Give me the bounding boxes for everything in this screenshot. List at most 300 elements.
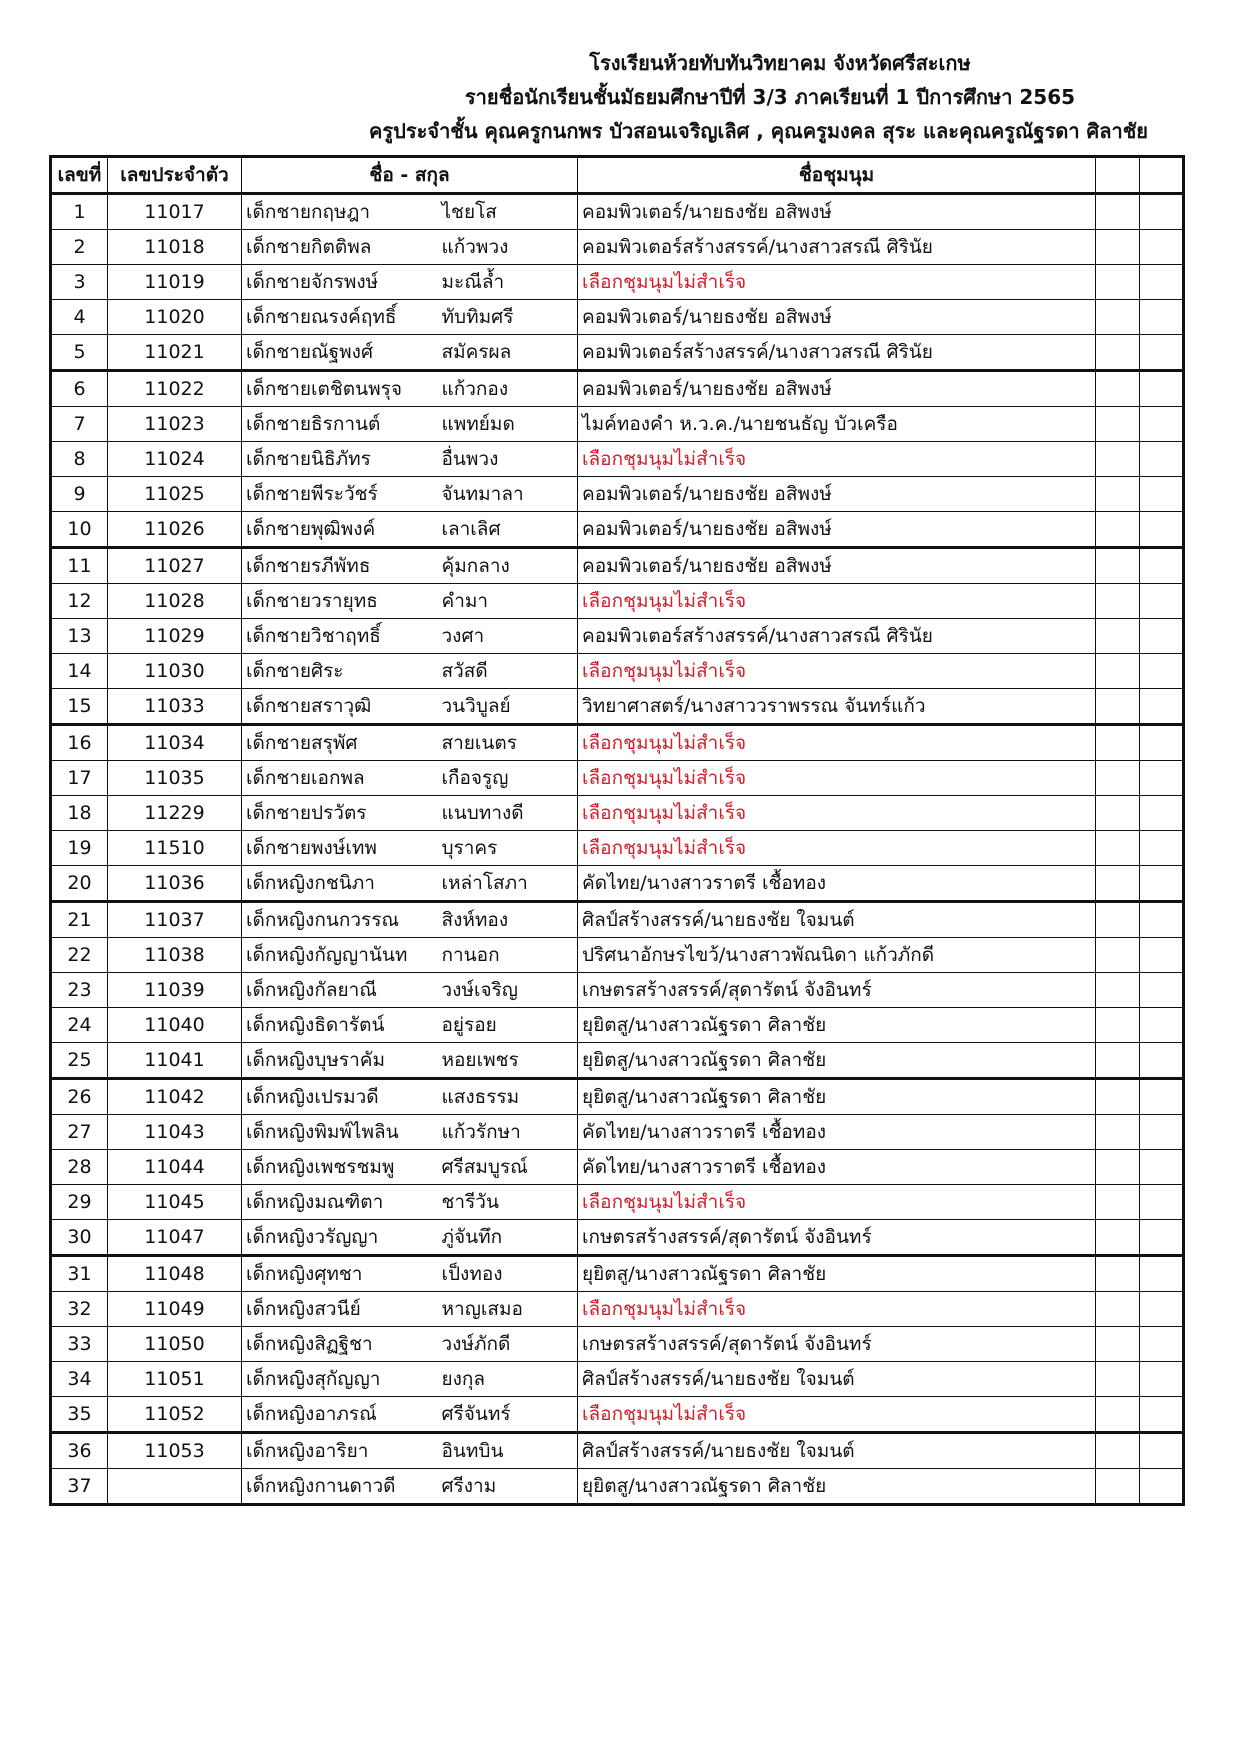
- table-row: [51, 1362, 1184, 1397]
- cell-last-name: วงษ์เจริญ: [438, 973, 578, 1008]
- cell-first-name: เด็กชายเตชิตนพรุจ: [242, 371, 438, 407]
- column-header-no: เลขที่: [51, 157, 108, 194]
- cell-first-name: เด็กหญิงมณฑิตา: [242, 1185, 438, 1220]
- cell-extra-2: [1140, 689, 1184, 725]
- cell-first-name: เด็กชายรภีพัทธ: [242, 548, 438, 584]
- cell-number: 5: [51, 335, 108, 371]
- cell-number: 18: [51, 796, 108, 831]
- cell-student-id: 11036: [108, 866, 242, 902]
- cell-club: ศิลป์สร้างสรรค์/นายธงชัย ใจมนต์: [578, 902, 1096, 938]
- cell-last-name: ภู่จันทึก: [438, 1220, 578, 1256]
- cell-extra-1: [1096, 761, 1140, 796]
- table-row: [51, 1043, 1184, 1079]
- cell-club-failed: เลือกชุมนุมไม่สำเร็จ: [578, 442, 1096, 477]
- cell-extra-2: [1140, 1327, 1184, 1362]
- cell-last-name: อยู่รอย: [438, 1008, 578, 1043]
- table-row: [51, 619, 1184, 654]
- teachers-line: ครูประจำชั้น คุณครูกนกพร บัวสอนเจริญเลิศ , คุณครูมงคล สุระ และคุณครูณัฐรดา ศิลาชัย: [369, 119, 1148, 143]
- cell-extra-2: [1140, 230, 1184, 265]
- table-row: [51, 973, 1184, 1008]
- cell-extra-1: [1096, 1115, 1140, 1150]
- cell-last-name: ชารีวัน: [438, 1185, 578, 1220]
- cell-number: 34: [51, 1362, 108, 1397]
- cell-last-name: หาญเสมอ: [438, 1292, 578, 1327]
- table-row: [51, 866, 1184, 902]
- cell-number: 33: [51, 1327, 108, 1362]
- cell-first-name: เด็กชายสราวุฒิ: [242, 689, 438, 725]
- cell-extra-2: [1140, 1115, 1184, 1150]
- cell-number: 15: [51, 689, 108, 725]
- cell-extra-1: [1096, 973, 1140, 1008]
- table-row: [51, 442, 1184, 477]
- cell-student-id: 11039: [108, 973, 242, 1008]
- school-title: โรงเรียนห้วยทับทันวิทยาคม จังหวัดศรีสะเกษ: [589, 51, 971, 75]
- cell-last-name: วงศา: [438, 619, 578, 654]
- cell-extra-1: [1096, 300, 1140, 335]
- cell-extra-1: [1096, 1220, 1140, 1256]
- cell-extra-2: [1140, 477, 1184, 512]
- cell-extra-1: [1096, 230, 1140, 265]
- column-header-student-id: เลขประจำตัว: [108, 157, 242, 194]
- cell-extra-1: [1096, 1043, 1140, 1079]
- cell-extra-1: [1096, 1185, 1140, 1220]
- cell-number: 24: [51, 1008, 108, 1043]
- cell-extra-2: [1140, 335, 1184, 371]
- cell-student-id: 11038: [108, 938, 242, 973]
- table-row: [51, 1008, 1184, 1043]
- cell-number: 23: [51, 973, 108, 1008]
- cell-last-name: วงษ์ภักดี: [438, 1327, 578, 1362]
- cell-last-name: ศรีงาม: [438, 1469, 578, 1505]
- cell-extra-2: [1140, 973, 1184, 1008]
- cell-extra-2: [1140, 1469, 1184, 1505]
- cell-student-id: 11048: [108, 1256, 242, 1292]
- table-row: [51, 654, 1184, 689]
- cell-extra-1: [1096, 1362, 1140, 1397]
- cell-number: 4: [51, 300, 108, 335]
- cell-number: 36: [51, 1433, 108, 1469]
- cell-first-name: เด็กหญิงกัลยาณี: [242, 973, 438, 1008]
- cell-number: 10: [51, 512, 108, 548]
- table-row: [51, 1292, 1184, 1327]
- cell-number: 22: [51, 938, 108, 973]
- cell-club-failed: เลือกชุมนุมไม่สำเร็จ: [578, 265, 1096, 300]
- cell-club: ไมค์ทองคำ ห.ว.ค./นายชนธัญ บัวเครือ: [578, 407, 1096, 442]
- cell-extra-2: [1140, 265, 1184, 300]
- table-body: [51, 194, 1184, 1505]
- cell-last-name: ทับทิมศรี: [438, 300, 578, 335]
- table-row: [51, 1256, 1184, 1292]
- cell-number: 19: [51, 831, 108, 866]
- cell-student-id: 11053: [108, 1433, 242, 1469]
- cell-student-id: 11022: [108, 371, 242, 407]
- cell-student-id: 11027: [108, 548, 242, 584]
- cell-number: 14: [51, 654, 108, 689]
- table-row: [51, 1079, 1184, 1115]
- cell-club: วิทยาศาสตร์/นางสาววราพรรณ จันทร์แก้ว: [578, 689, 1096, 725]
- cell-extra-2: [1140, 1220, 1184, 1256]
- cell-club: เกษตรสร้างสรรค์/สุดารัตน์ จังอินทร์: [578, 1220, 1096, 1256]
- cell-student-id: 11050: [108, 1327, 242, 1362]
- cell-last-name: เหล่าโสภา: [438, 866, 578, 902]
- cell-number: 2: [51, 230, 108, 265]
- cell-club: คัดไทย/นางสาวราตรี เชื้อทอง: [578, 1150, 1096, 1185]
- cell-student-id: 11041: [108, 1043, 242, 1079]
- cell-first-name: เด็กชายจักรพงษ์: [242, 265, 438, 300]
- cell-student-id: 11024: [108, 442, 242, 477]
- cell-club-failed: เลือกชุมนุมไม่สำเร็จ: [578, 654, 1096, 689]
- cell-extra-2: [1140, 300, 1184, 335]
- cell-first-name: เด็กหญิงอาภรณ์: [242, 1397, 438, 1433]
- cell-extra-1: [1096, 1256, 1140, 1292]
- cell-number: 35: [51, 1397, 108, 1433]
- cell-club-failed: เลือกชุมนุมไม่สำเร็จ: [578, 725, 1096, 761]
- cell-last-name: เลาเลิศ: [438, 512, 578, 548]
- cell-student-id: 11023: [108, 407, 242, 442]
- cell-extra-1: [1096, 407, 1140, 442]
- cell-first-name: เด็กหญิงบุษราคัม: [242, 1043, 438, 1079]
- cell-student-id: 11044: [108, 1150, 242, 1185]
- cell-number: 3: [51, 265, 108, 300]
- cell-first-name: เด็กหญิงกชนิภา: [242, 866, 438, 902]
- cell-number: 20: [51, 866, 108, 902]
- cell-last-name: คุ้มกลาง: [438, 548, 578, 584]
- cell-extra-2: [1140, 1043, 1184, 1079]
- cell-extra-1: [1096, 1079, 1140, 1115]
- cell-last-name: วนวิบูลย์: [438, 689, 578, 725]
- cell-extra-2: [1140, 1150, 1184, 1185]
- cell-first-name: เด็กชายศิระ: [242, 654, 438, 689]
- table-header-row: [51, 157, 1184, 194]
- cell-number: 25: [51, 1043, 108, 1079]
- cell-extra-1: [1096, 584, 1140, 619]
- cell-club: คอมพิวเตอร์/นายธงชัย อสิพงษ์: [578, 371, 1096, 407]
- cell-extra-2: [1140, 725, 1184, 761]
- table-row: [51, 725, 1184, 761]
- table-row: [51, 512, 1184, 548]
- cell-last-name: สวัสดี: [438, 654, 578, 689]
- table-row: [51, 194, 1184, 230]
- cell-first-name: เด็กหญิงวรัญญา: [242, 1220, 438, 1256]
- cell-first-name: เด็กหญิงกานดาวดี: [242, 1469, 438, 1505]
- cell-number: 31: [51, 1256, 108, 1292]
- cell-extra-2: [1140, 796, 1184, 831]
- cell-extra-2: [1140, 512, 1184, 548]
- cell-student-id: 11052: [108, 1397, 242, 1433]
- cell-student-id: 11018: [108, 230, 242, 265]
- cell-last-name: สายเนตร: [438, 725, 578, 761]
- column-header-club: ชื่อชุมนุม: [578, 157, 1096, 194]
- cell-club-failed: เลือกชุมนุมไม่สำเร็จ: [578, 1185, 1096, 1220]
- cell-student-id: 11049: [108, 1292, 242, 1327]
- table-row: [51, 1185, 1184, 1220]
- cell-extra-1: [1096, 442, 1140, 477]
- cell-extra-2: [1140, 938, 1184, 973]
- cell-last-name: แก้วกอง: [438, 371, 578, 407]
- cell-student-id: 11037: [108, 902, 242, 938]
- table-row: [51, 1469, 1184, 1505]
- cell-first-name: เด็กชายกิตติพล: [242, 230, 438, 265]
- cell-student-id: 11017: [108, 194, 242, 230]
- cell-student-id: 11042: [108, 1079, 242, 1115]
- cell-club: ยุยิตสู/นางสาวณัฐรดา ศิลาชัย: [578, 1469, 1096, 1505]
- cell-extra-1: [1096, 796, 1140, 831]
- cell-club: คอมพิวเตอร์/นายธงชัย อสิพงษ์: [578, 477, 1096, 512]
- cell-number: 12: [51, 584, 108, 619]
- cell-extra-2: [1140, 1256, 1184, 1292]
- cell-extra-1: [1096, 1292, 1140, 1327]
- cell-extra-1: [1096, 866, 1140, 902]
- cell-extra-2: [1140, 1185, 1184, 1220]
- cell-student-id: 11035: [108, 761, 242, 796]
- cell-number: 7: [51, 407, 108, 442]
- cell-first-name: เด็กชายพงษ์เทพ: [242, 831, 438, 866]
- cell-extra-1: [1096, 654, 1140, 689]
- cell-last-name: หอยเพชร: [438, 1043, 578, 1079]
- cell-extra-2: [1140, 619, 1184, 654]
- cell-first-name: เด็กหญิงเพชรชมพู: [242, 1150, 438, 1185]
- cell-number: 6: [51, 371, 108, 407]
- table-row: [51, 938, 1184, 973]
- cell-extra-2: [1140, 1362, 1184, 1397]
- cell-student-id: 11043: [108, 1115, 242, 1150]
- cell-club: เกษตรสร้างสรรค์/สุดารัตน์ จังอินทร์: [578, 1327, 1096, 1362]
- cell-student-id: 11028: [108, 584, 242, 619]
- cell-student-id: 11047: [108, 1220, 242, 1256]
- cell-number: 21: [51, 902, 108, 938]
- cell-extra-1: [1096, 831, 1140, 866]
- cell-first-name: เด็กหญิงพิมพ์ไพลิน: [242, 1115, 438, 1150]
- cell-student-id: 11051: [108, 1362, 242, 1397]
- cell-last-name: เป็งทอง: [438, 1256, 578, 1292]
- cell-number: 32: [51, 1292, 108, 1327]
- cell-club-failed: เลือกชุมนุมไม่สำเร็จ: [578, 1292, 1096, 1327]
- cell-extra-2: [1140, 584, 1184, 619]
- cell-last-name: กานอก: [438, 938, 578, 973]
- cell-extra-2: [1140, 866, 1184, 902]
- cell-extra-1: [1096, 1327, 1140, 1362]
- column-header-extra-2: [1140, 157, 1184, 194]
- table-row: [51, 230, 1184, 265]
- cell-first-name: เด็กหญิงกนกวรรณ: [242, 902, 438, 938]
- table-row: [51, 371, 1184, 407]
- table-row: [51, 265, 1184, 300]
- cell-club-failed: เลือกชุมนุมไม่สำเร็จ: [578, 761, 1096, 796]
- cell-club: คอมพิวเตอร์/นายธงชัย อสิพงษ์: [578, 300, 1096, 335]
- cell-student-id: 11040: [108, 1008, 242, 1043]
- cell-club: คอมพิวเตอร์/นายธงชัย อสิพงษ์: [578, 512, 1096, 548]
- cell-number: 8: [51, 442, 108, 477]
- cell-first-name: เด็กหญิงอาริยา: [242, 1433, 438, 1469]
- cell-club: คอมพิวเตอร์สร้างสรรค์/นางสาวสรณี ศิรินัย: [578, 230, 1096, 265]
- cell-extra-1: [1096, 902, 1140, 938]
- cell-club: คอมพิวเตอร์สร้างสรรค์/นางสาวสรณี ศิรินัย: [578, 619, 1096, 654]
- cell-last-name: ศรีจันทร์: [438, 1397, 578, 1433]
- cell-student-id: 11021: [108, 335, 242, 371]
- cell-first-name: เด็กหญิงธิดารัตน์: [242, 1008, 438, 1043]
- cell-first-name: เด็กชายวรายุทธ: [242, 584, 438, 619]
- cell-extra-1: [1096, 1433, 1140, 1469]
- cell-number: 27: [51, 1115, 108, 1150]
- cell-last-name: มะณีล้ำ: [438, 265, 578, 300]
- cell-club: คัดไทย/นางสาวราตรี เชื้อทอง: [578, 1115, 1096, 1150]
- cell-first-name: เด็กหญิงศุทชา: [242, 1256, 438, 1292]
- cell-student-id: 11033: [108, 689, 242, 725]
- cell-club: ยุยิตสู/นางสาวณัฐรดา ศิลาชัย: [578, 1008, 1096, 1043]
- cell-last-name: ยงกุล: [438, 1362, 578, 1397]
- cell-last-name: สิงห์ทอง: [438, 902, 578, 938]
- cell-last-name: คำมา: [438, 584, 578, 619]
- cell-student-id: 11034: [108, 725, 242, 761]
- cell-first-name: เด็กชายวิชาฤทธิ์: [242, 619, 438, 654]
- cell-student-id: 11030: [108, 654, 242, 689]
- cell-student-id: 11510: [108, 831, 242, 866]
- cell-club-failed: เลือกชุมนุมไม่สำเร็จ: [578, 831, 1096, 866]
- cell-extra-2: [1140, 1433, 1184, 1469]
- document-header: [300, 46, 1200, 148]
- cell-last-name: แก้วรักษา: [438, 1115, 578, 1150]
- table-row: [51, 300, 1184, 335]
- table-row: [51, 689, 1184, 725]
- cell-number: 16: [51, 725, 108, 761]
- cell-number: 30: [51, 1220, 108, 1256]
- cell-extra-1: [1096, 1469, 1140, 1505]
- table-row: [51, 1150, 1184, 1185]
- cell-first-name: เด็กชายณัฐพงศ์: [242, 335, 438, 371]
- cell-student-id: 11025: [108, 477, 242, 512]
- cell-extra-1: [1096, 194, 1140, 230]
- cell-first-name: เด็กชายพุฒิพงค์: [242, 512, 438, 548]
- cell-first-name: เด็กหญิงสิฏฐิชา: [242, 1327, 438, 1362]
- cell-extra-2: [1140, 371, 1184, 407]
- cell-extra-2: [1140, 1397, 1184, 1433]
- class-title: รายชื่อนักเรียนชั้นมัธยมศึกษาปีที่ 3/3 ภาคเรียนที่ 1 ปีการศึกษา 2565: [464, 85, 1076, 109]
- table-row: [51, 796, 1184, 831]
- table-row: [51, 1220, 1184, 1256]
- cell-last-name: ไชยโส: [438, 194, 578, 230]
- cell-last-name: แพทย์มด: [438, 407, 578, 442]
- cell-club: ยุยิตสู/นางสาวณัฐรดา ศิลาชัย: [578, 1079, 1096, 1115]
- table-row: [51, 902, 1184, 938]
- table-row: [51, 1433, 1184, 1469]
- cell-last-name: อื่นพวง: [438, 442, 578, 477]
- cell-extra-1: [1096, 1397, 1140, 1433]
- table-row: [51, 1115, 1184, 1150]
- cell-first-name: เด็กชายนิธิภัทร: [242, 442, 438, 477]
- cell-last-name: เกือจรูญ: [438, 761, 578, 796]
- cell-extra-2: [1140, 1008, 1184, 1043]
- cell-extra-2: [1140, 1079, 1184, 1115]
- cell-extra-2: [1140, 902, 1184, 938]
- cell-number: 17: [51, 761, 108, 796]
- cell-first-name: เด็กชายณรงค์ฤทธิ์: [242, 300, 438, 335]
- cell-number: 1: [51, 194, 108, 230]
- cell-extra-2: [1140, 548, 1184, 584]
- cell-extra-2: [1140, 194, 1184, 230]
- cell-club: ยุยิตสู/นางสาวณัฐรดา ศิลาชัย: [578, 1256, 1096, 1292]
- cell-extra-2: [1140, 407, 1184, 442]
- column-header-extra-1: [1096, 157, 1140, 194]
- cell-last-name: อินทบิน: [438, 1433, 578, 1469]
- cell-last-name: แก้วพวง: [438, 230, 578, 265]
- cell-last-name: ศรีสมบูรณ์: [438, 1150, 578, 1185]
- cell-club: ศิลป์สร้างสรรค์/นายธงชัย ใจมนต์: [578, 1433, 1096, 1469]
- cell-first-name: เด็กชายธิรกานต์: [242, 407, 438, 442]
- cell-first-name: เด็กชายสรุพัศ: [242, 725, 438, 761]
- cell-extra-1: [1096, 512, 1140, 548]
- table-row: [51, 584, 1184, 619]
- cell-student-id: 11229: [108, 796, 242, 831]
- cell-extra-1: [1096, 619, 1140, 654]
- cell-student-id: 11029: [108, 619, 242, 654]
- cell-number: 26: [51, 1079, 108, 1115]
- cell-extra-2: [1140, 831, 1184, 866]
- column-header-name: ชื่อ - สกุล: [242, 157, 578, 194]
- cell-first-name: เด็กชายพีระวัชร์: [242, 477, 438, 512]
- cell-last-name: จันทมาลา: [438, 477, 578, 512]
- cell-club: เกษตรสร้างสรรค์/สุดารัตน์ จังอินทร์: [578, 973, 1096, 1008]
- cell-student-id: 11026: [108, 512, 242, 548]
- cell-first-name: เด็กหญิงสุกัญญา: [242, 1362, 438, 1397]
- cell-extra-2: [1140, 442, 1184, 477]
- table-row: [51, 548, 1184, 584]
- cell-student-id: 11019: [108, 265, 242, 300]
- cell-club: คอมพิวเตอร์/นายธงชัย อสิพงษ์: [578, 194, 1096, 230]
- table-row: [51, 1327, 1184, 1362]
- cell-extra-1: [1096, 689, 1140, 725]
- cell-number: 28: [51, 1150, 108, 1185]
- cell-first-name: เด็กชายปรวัตร: [242, 796, 438, 831]
- cell-extra-2: [1140, 654, 1184, 689]
- table-row: [51, 335, 1184, 371]
- cell-number: 29: [51, 1185, 108, 1220]
- cell-extra-1: [1096, 371, 1140, 407]
- cell-student-id: [108, 1469, 242, 1505]
- cell-club: คัดไทย/นางสาวราตรี เชื้อทอง: [578, 866, 1096, 902]
- cell-extra-1: [1096, 265, 1140, 300]
- cell-first-name: เด็กชายกฤษฎา: [242, 194, 438, 230]
- cell-first-name: เด็กหญิงกัญญานันท: [242, 938, 438, 973]
- cell-student-id: 11045: [108, 1185, 242, 1220]
- table-row: [51, 1397, 1184, 1433]
- cell-first-name: เด็กหญิงเปรมวดี: [242, 1079, 438, 1115]
- cell-number: 9: [51, 477, 108, 512]
- cell-extra-1: [1096, 938, 1140, 973]
- cell-club-failed: เลือกชุมนุมไม่สำเร็จ: [578, 796, 1096, 831]
- cell-student-id: 11020: [108, 300, 242, 335]
- cell-extra-1: [1096, 1150, 1140, 1185]
- cell-number: 37: [51, 1469, 108, 1505]
- cell-club: ยุยิตสู/นางสาวณัฐรดา ศิลาชัย: [578, 1043, 1096, 1079]
- cell-extra-2: [1140, 761, 1184, 796]
- cell-club: คอมพิวเตอร์/นายธงชัย อสิพงษ์: [578, 548, 1096, 584]
- cell-first-name: เด็กหญิงสวนีย์: [242, 1292, 438, 1327]
- table-row: [51, 477, 1184, 512]
- student-roster-table: [49, 155, 1185, 1506]
- cell-extra-2: [1140, 1292, 1184, 1327]
- cell-club-failed: เลือกชุมนุมไม่สำเร็จ: [578, 1397, 1096, 1433]
- cell-club: ปริศนาอักษรไขว้/นางสาวพัณนิดา แก้วภักดี: [578, 938, 1096, 973]
- cell-extra-1: [1096, 548, 1140, 584]
- table-row: [51, 831, 1184, 866]
- cell-last-name: แนบทางดี: [438, 796, 578, 831]
- cell-number: 11: [51, 548, 108, 584]
- table-row: [51, 407, 1184, 442]
- cell-extra-1: [1096, 335, 1140, 371]
- cell-club-failed: เลือกชุมนุมไม่สำเร็จ: [578, 584, 1096, 619]
- cell-last-name: สมัครผล: [438, 335, 578, 371]
- cell-number: 13: [51, 619, 108, 654]
